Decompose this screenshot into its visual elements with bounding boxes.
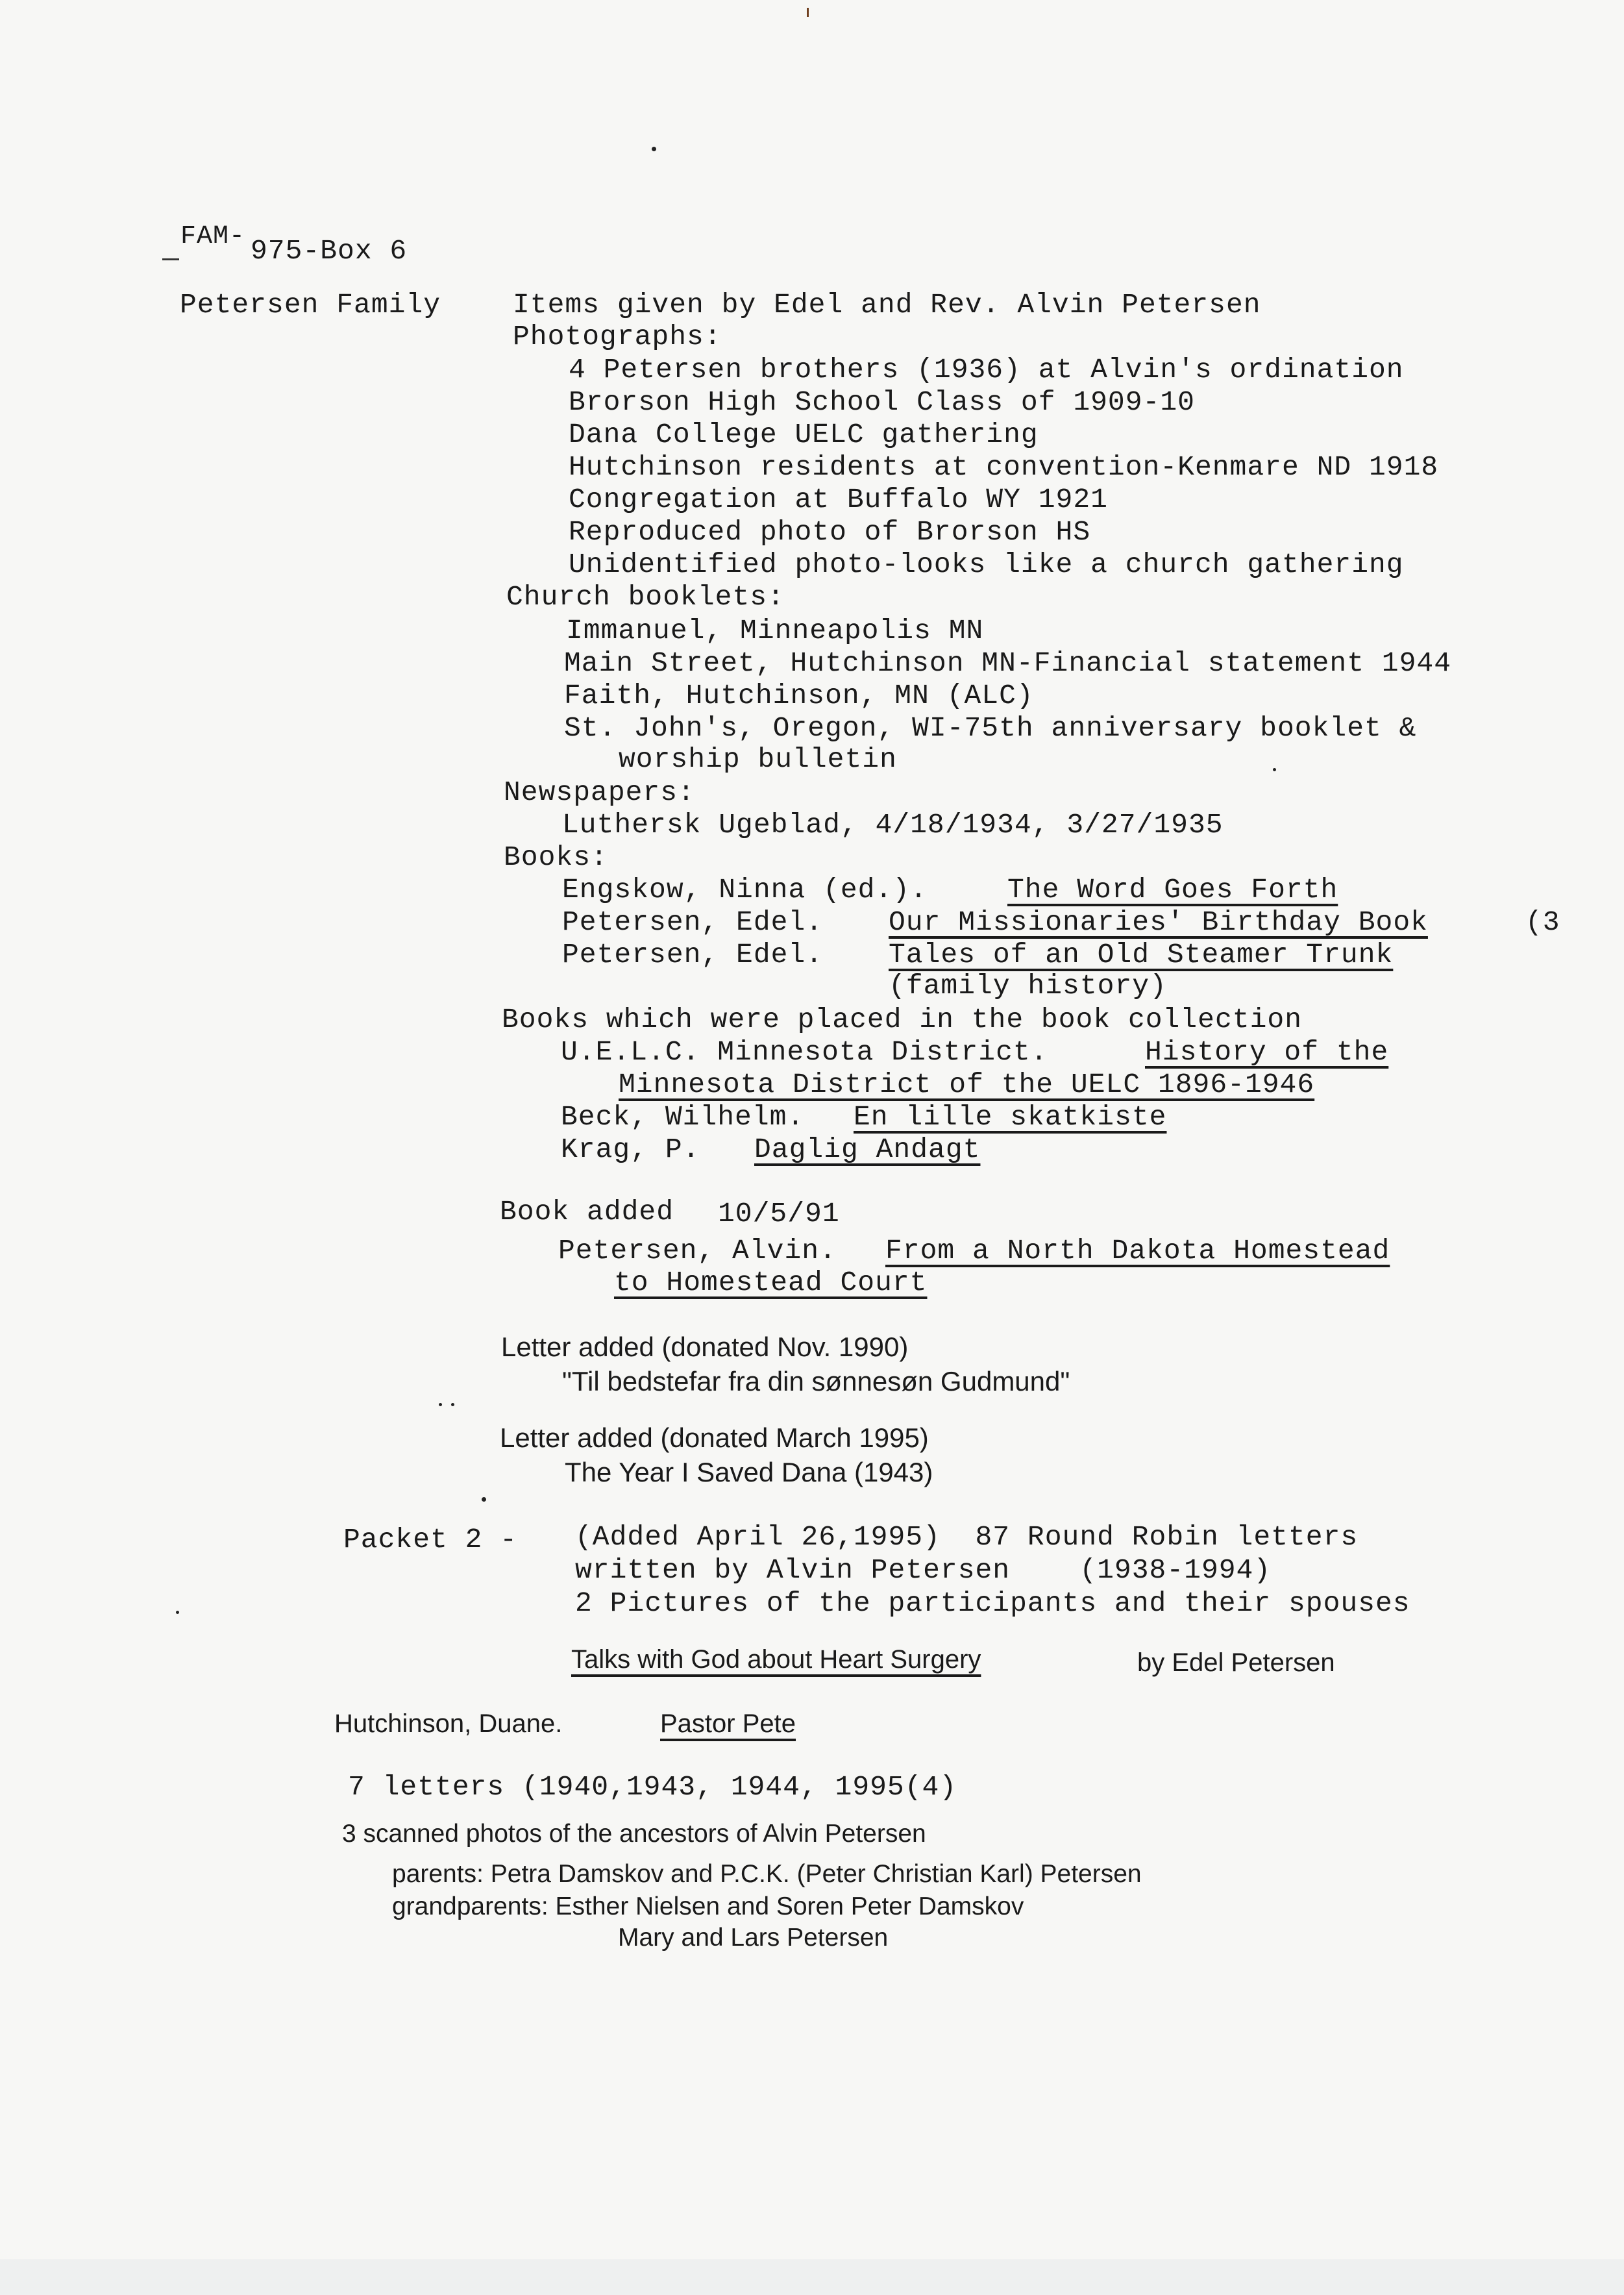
- photo-item: Reproduced photo of Brorson HS: [569, 516, 1091, 548]
- photo-item: Hutchinson residents at convention-Kenmare ND 1918: [569, 451, 1439, 483]
- collection-author: U.E.L.C. Minnesota District.: [561, 1036, 1048, 1068]
- letter-added-label: Letter added (donated Nov. 1990): [501, 1332, 909, 1362]
- stray-mark: [176, 1611, 179, 1614]
- stray-mark: [652, 147, 656, 151]
- packet-line: written by Alvin Petersen (1938-1994): [575, 1554, 1272, 1586]
- stray-mark: [439, 1403, 442, 1406]
- book-title: The Word Goes Forth: [1007, 874, 1338, 906]
- newspapers-heading: Newspapers:: [504, 776, 695, 808]
- book-title: Our Missionaries' Birthday Book: [889, 906, 1428, 938]
- booklet-item: Immanuel, Minneapolis MN: [566, 615, 984, 647]
- scanned-parents: parents: Petra Damskov and P.C.K. (Peter Christian Karl) Petersen: [392, 1860, 1142, 1888]
- photo-item: 4 Petersen brothers (1936) at Alvin's ordination: [569, 354, 1404, 386]
- photo-item: Congregation at Buffalo WY 1921: [569, 484, 1108, 515]
- fam-prefix: FAM-: [180, 222, 246, 251]
- booklet-item: Main Street, Hutchinson MN-Financial statement 1944: [564, 647, 1452, 679]
- collection-author: Beck, Wilhelm.: [561, 1101, 805, 1133]
- scanned-grandparents-continued: Mary and Lars Petersen: [618, 1924, 889, 1952]
- stray-mark: [807, 8, 809, 17]
- photo-item: Brorson High School Class of 1909-10: [569, 386, 1195, 418]
- packet-line: (Added April 26,1995) 87 Round Robin letters: [575, 1521, 1359, 1553]
- box-label: 975-Box 6: [251, 235, 408, 267]
- donation-line: Items given by Edel and Rev. Alvin Petersen: [513, 289, 1261, 321]
- book-added-author: Petersen, Alvin.: [558, 1235, 837, 1267]
- book-added-title: From a North Dakota Homestead: [885, 1235, 1390, 1267]
- hutchinson-author: Hutchinson, Duane.: [334, 1709, 563, 1738]
- book-author: Petersen, Edel.: [562, 939, 824, 971]
- family-name: Petersen Family: [180, 289, 441, 321]
- talks-author: by Edel Petersen: [1137, 1648, 1335, 1677]
- talks-title: Talks with God about Heart Surgery: [571, 1645, 981, 1674]
- scanned-line: 3 scanned photos of the ancestors of Alvin Petersen: [342, 1820, 926, 1848]
- letter-title: The Year I Saved Dana (1943): [565, 1457, 933, 1487]
- letters-count: 7 letters (1940,1943, 1944, 1995(4): [348, 1771, 957, 1803]
- collection-title: Daglig Andagt: [754, 1134, 981, 1165]
- collection-heading: Books which were placed in the book collection: [502, 1004, 1302, 1036]
- collection-title: En lille skatkiste: [854, 1101, 1167, 1133]
- stray-mark: [482, 1497, 486, 1502]
- stray-mark: [451, 1403, 454, 1406]
- packet-label: Packet 2 -: [343, 1524, 518, 1556]
- collection-title-continued: Minnesota District of the UELC 1896-1946: [619, 1069, 1315, 1100]
- book-title: Tales of an Old Steamer Trunk: [889, 939, 1394, 971]
- booklet-item: St. John's, Oregon, WI-75th anniversary booklet &: [564, 712, 1417, 744]
- stray-mark: [1273, 768, 1276, 771]
- scanned-grandparents: grandparents: Esther Nielsen and Soren Peter Damskov: [392, 1892, 1024, 1920]
- collection-title: History of the: [1145, 1036, 1389, 1068]
- stray-mark: [162, 258, 179, 260]
- book-added-title-continued: to Homestead Court: [614, 1267, 928, 1298]
- book-added-date: 10/5/91: [718, 1198, 840, 1230]
- booklets-heading: Church booklets:: [506, 581, 785, 613]
- book-author: Petersen, Edel.: [562, 906, 824, 938]
- packet-line: 2 Pictures of the participants and their spouses: [575, 1587, 1410, 1619]
- photo-item: Dana College UELC gathering: [569, 419, 1039, 451]
- photo-item: Unidentified photo-looks like a church gathering: [569, 549, 1404, 580]
- collection-author: Krag, P.: [561, 1134, 700, 1165]
- newspaper-item: Luthersk Ugeblad, 4/18/1934, 3/27/1935: [562, 809, 1224, 841]
- book-author: Engskow, Ninna (ed.).: [562, 874, 928, 906]
- books-heading: Books:: [504, 841, 608, 873]
- letter-added-label: Letter added (donated March 1995): [500, 1422, 929, 1453]
- booklet-item: Faith, Hutchinson, MN (ALC): [564, 680, 1034, 712]
- book-added-label: Book added: [500, 1196, 674, 1228]
- book-note: (family history): [889, 970, 1167, 1002]
- photographs-heading: Photographs:: [513, 321, 722, 353]
- letter-title: "Til bedstefar fra din sønnesøn Gudmund": [562, 1366, 1070, 1396]
- hutchinson-title: Pastor Pete: [660, 1709, 796, 1738]
- booklet-item-continued: worship bulletin: [619, 743, 897, 775]
- book-tail: (3: [1525, 906, 1560, 938]
